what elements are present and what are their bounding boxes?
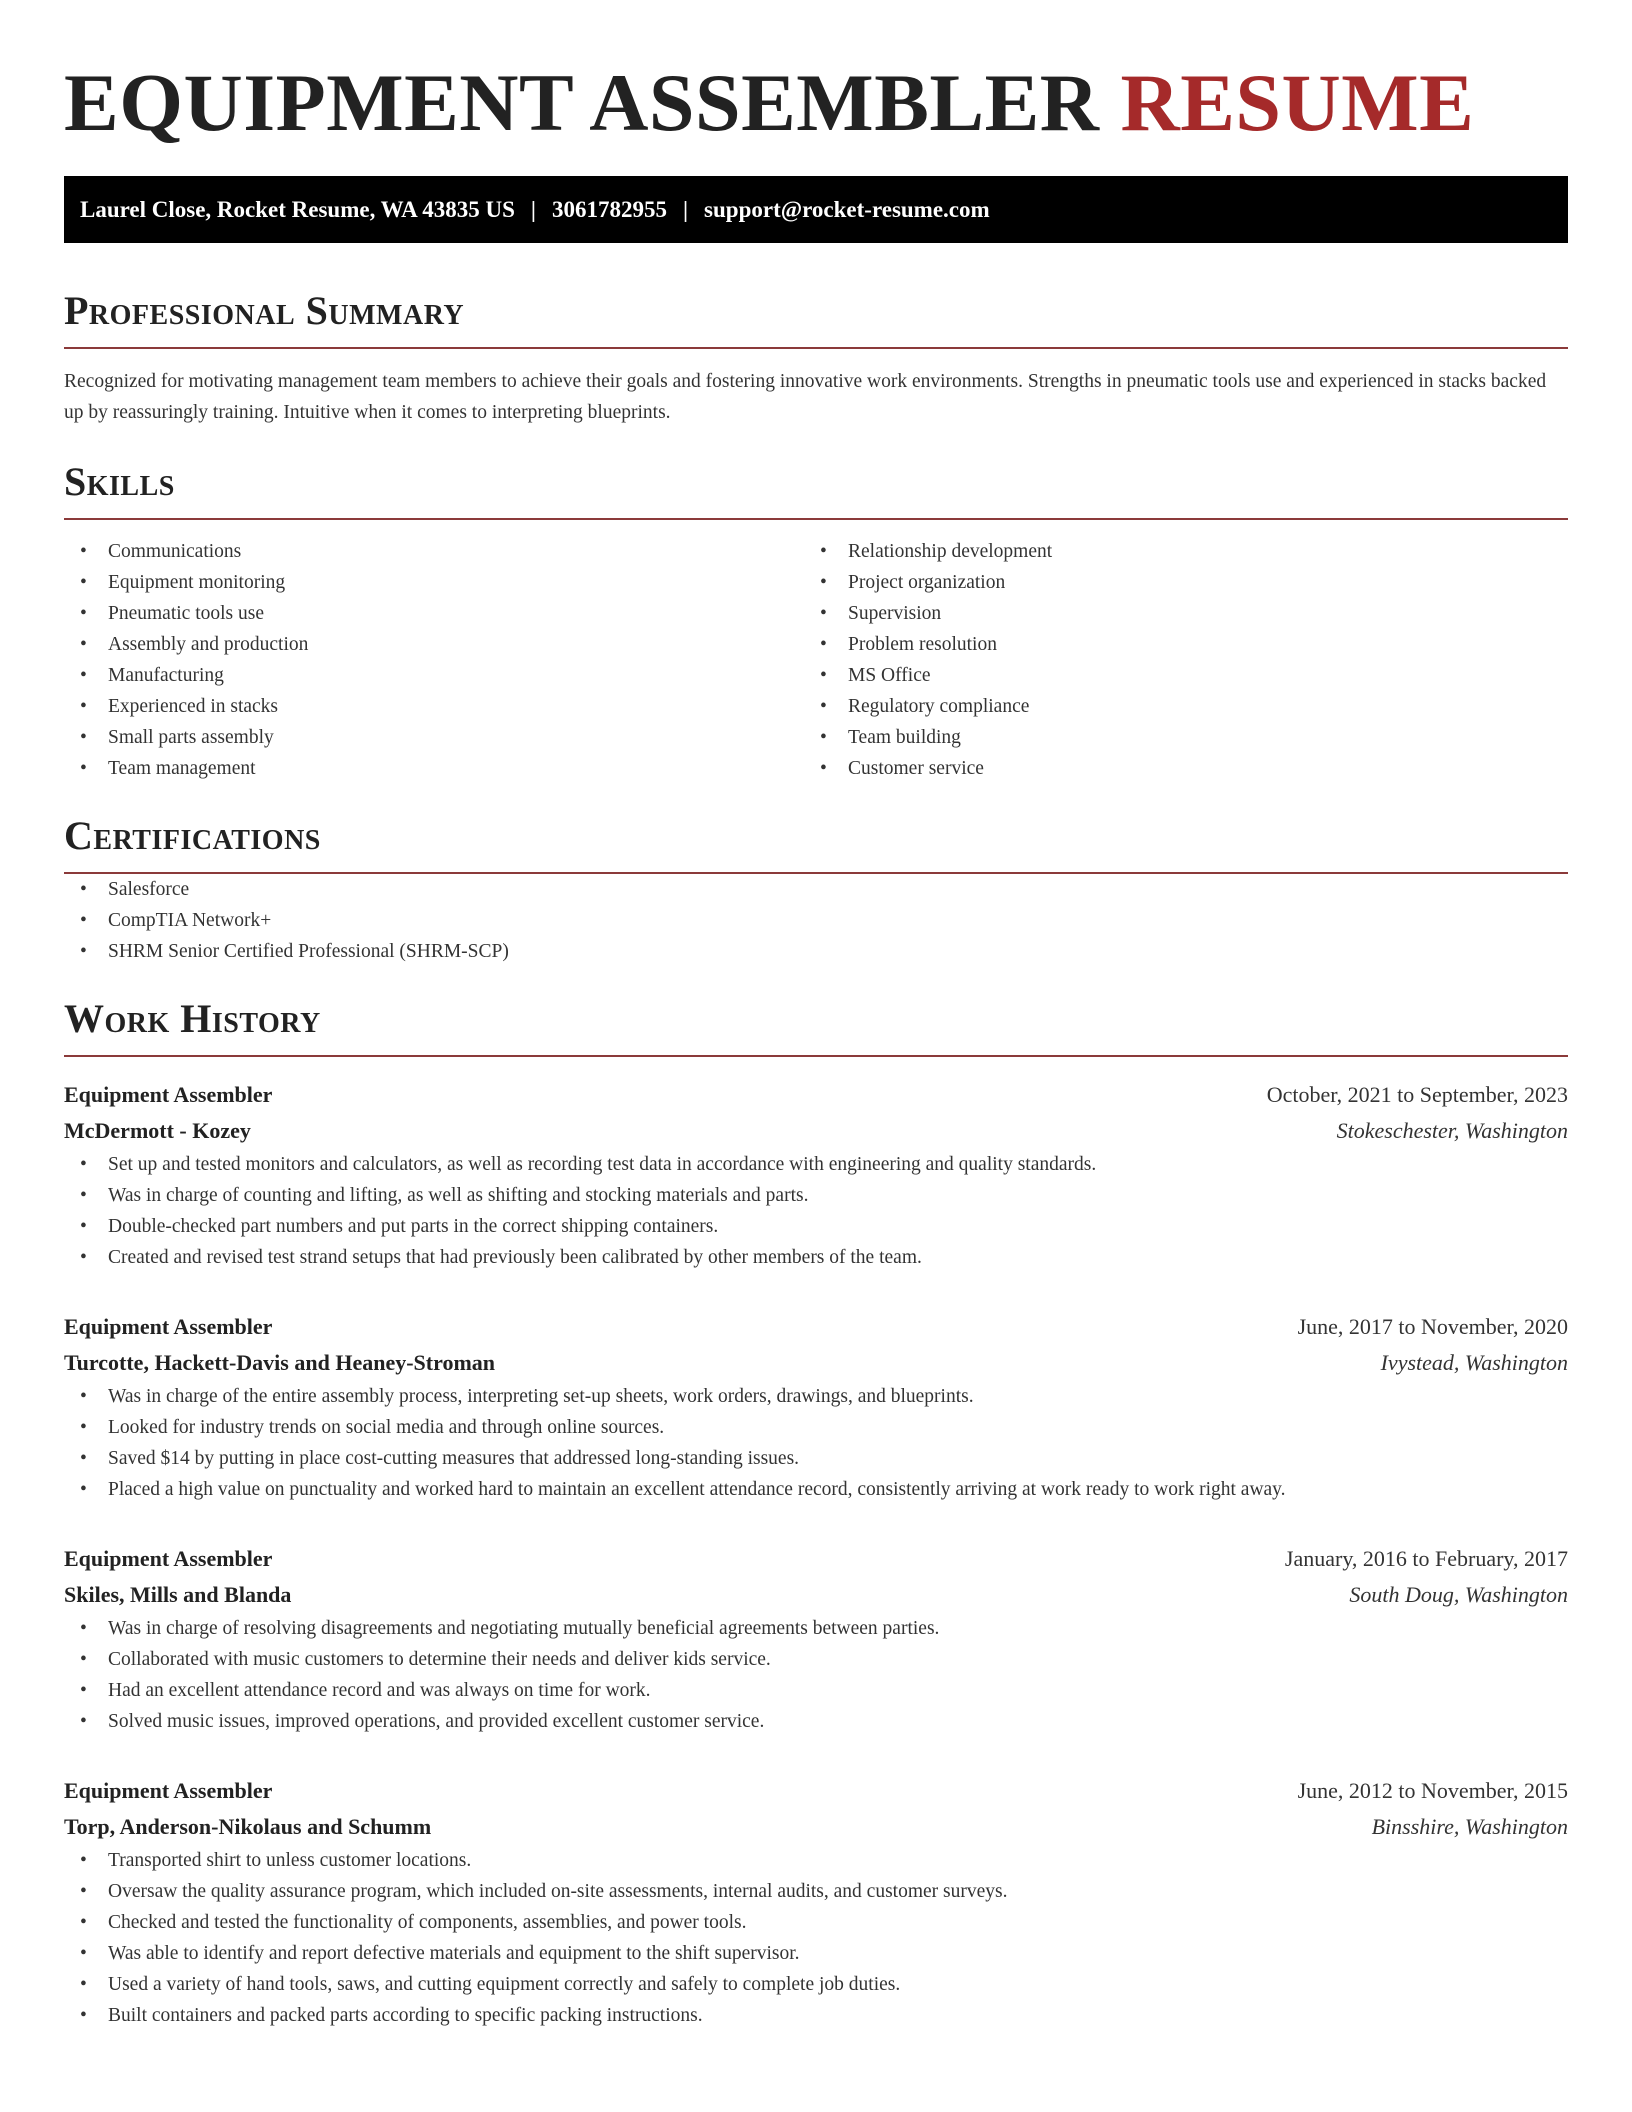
contact-phone: 3061782955 (551, 196, 667, 222)
job-dates: June, 2017 to November, 2020 (1297, 1314, 1568, 1339)
work-history-heading: Work History (64, 995, 1568, 1057)
certification-item: • CompTIA Network+ (64, 905, 1568, 936)
skills-section (64, 458, 1568, 784)
contact-separator: | (530, 196, 536, 222)
summary-text: Recognized for motivating management team members to achieve their goals and fostering innovative work environments. Strengths in pneumatic tools use and experienced in stacks backed up by reassuringly training. Intuitive when it comes to interpreting blueprints. (64, 371, 1547, 423)
job-duty: • Created and revised test strand setups that had previously been calibrated by other members of the team. (64, 1242, 1568, 1273)
title-accent: RESUME (1120, 57, 1475, 148)
job-duties-list (64, 1381, 1568, 1505)
job-title: Equipment Assembler (64, 1314, 273, 1339)
job-entry (64, 1309, 1568, 1505)
job-location: South Doug, Washington (1349, 1582, 1568, 1607)
job-location: Binsshire, Washington (1371, 1814, 1568, 1839)
job-header-row (64, 1773, 1568, 1809)
job-company: Torp, Anderson-Nikolaus and Schumm (64, 1814, 432, 1839)
certifications-list (64, 874, 1568, 967)
certification-item: • SHRM Senior Certified Professional (SHRM-SCP) (64, 936, 1568, 967)
contact-address: Laurel Close, Rocket Resume, WA 43835 US (80, 196, 515, 222)
certifications-section (64, 812, 1568, 967)
job-duties-list (64, 1149, 1568, 1273)
job-company-row (64, 1809, 1568, 1845)
job-duty: • Checked and tested the functionality of components, assemblies, and power tools. (64, 1907, 1568, 1938)
contact-email: support@rocket-resume.com (704, 196, 990, 222)
job-duties-list (64, 1845, 1568, 2031)
job-dates: June, 2012 to November, 2015 (1297, 1778, 1568, 1803)
job-duty: • Built containers and packed parts according to specific packing instructions. (64, 2000, 1568, 2031)
job-entry (64, 1541, 1568, 1737)
job-duty: • Was in charge of resolving disagreements and negotiating mutually beneficial agreements between parties. (64, 1613, 1568, 1644)
job-title: Equipment Assembler (64, 1546, 273, 1571)
skill-item: • Team building (804, 722, 1544, 753)
job-duty: • Was in charge of counting and lifting, as well as shifting and stocking materials and parts. (64, 1180, 1568, 1211)
job-duty: • Had an excellent attendance record and was always on time for work. (64, 1675, 1568, 1706)
job-company-row (64, 1113, 1568, 1149)
job-dates: January, 2016 to February, 2017 (1284, 1546, 1568, 1571)
job-title: Equipment Assembler (64, 1082, 273, 1107)
skills-grid (64, 536, 1568, 784)
summary-section (64, 287, 1568, 428)
job-duty: • Was able to identify and report defective materials and equipment to the shift supervisor. (64, 1938, 1568, 1969)
skill-item: • Small parts assembly (64, 722, 804, 753)
job-entry (64, 1077, 1568, 1273)
job-duty: • Used a variety of hand tools, saws, and cutting equipment correctly and safely to complete job duties. (64, 1969, 1568, 2000)
certification-item: • Salesforce (64, 874, 1568, 905)
contact-bar (64, 176, 1568, 243)
job-duty: • Transported shirt to unless customer locations. (64, 1845, 1568, 1876)
skill-item: • Equipment monitoring (64, 567, 804, 598)
job-duty: • Double-checked part numbers and put parts in the correct shipping containers. (64, 1211, 1568, 1242)
skill-item: • Communications (64, 536, 804, 567)
title-main: EQUIPMENT ASSEMBLER (64, 57, 1100, 148)
job-duty: • Solved music issues, improved operations, and provided excellent customer service. (64, 1706, 1568, 1737)
job-header-row (64, 1309, 1568, 1345)
job-duty: • Oversaw the quality assurance program, which included on-site assessments, internal audits, and customer surveys. (64, 1876, 1568, 1907)
job-company-row (64, 1577, 1568, 1613)
skill-item: • Supervision (804, 598, 1544, 629)
skill-item: • Project organization (804, 567, 1544, 598)
job-entry (64, 1773, 1568, 2031)
skill-item: • Regulatory compliance (804, 691, 1544, 722)
skill-item: • Manufacturing (64, 660, 804, 691)
job-company: McDermott - Kozey (64, 1118, 251, 1143)
job-duties-list (64, 1613, 1568, 1737)
skill-item: • Relationship development (804, 536, 1544, 567)
skill-item: • Assembly and production (64, 629, 804, 660)
job-duty: • Was in charge of the entire assembly process, interpreting set-up sheets, work orders, drawings, and blueprints. (64, 1381, 1568, 1412)
job-dates: October, 2021 to September, 2023 (1266, 1082, 1568, 1107)
skills-list-left (64, 536, 804, 784)
job-company: Turcotte, Hackett-Davis and Heaney-Stroman (64, 1350, 496, 1375)
job-title: Equipment Assembler (64, 1778, 273, 1803)
certifications-heading: Certifications (64, 812, 1568, 874)
job-location: Stokeschester, Washington (1336, 1118, 1568, 1143)
skills-heading: Skills (64, 458, 1568, 520)
skill-item: • Problem resolution (804, 629, 1544, 660)
job-duty: • Set up and tested monitors and calculators, as well as recording test data in accordance with engineering and quality standards. (64, 1149, 1568, 1180)
skills-list-right (804, 536, 1544, 784)
skill-item: • Customer service (804, 753, 1544, 784)
job-header-row (64, 1077, 1568, 1113)
job-duty: • Placed a high value on punctuality and worked hard to maintain an excellent attendance record, consistently arriving at work ready to work right away. (64, 1474, 1568, 1505)
skill-item: • MS Office (804, 660, 1544, 691)
resume-content (64, 0, 1568, 2031)
job-company-row (64, 1345, 1568, 1381)
summary-heading: Professional Summary (64, 287, 1568, 349)
job-duty: • Collaborated with music customers to determine their needs and deliver kids service. (64, 1644, 1568, 1675)
job-company: Skiles, Mills and Blanda (64, 1582, 292, 1607)
skill-item: • Pneumatic tools use (64, 598, 804, 629)
job-duty: • Saved $14 by putting in place cost-cutting measures that addressed long-standing issues. (64, 1443, 1568, 1474)
contact-separator: | (682, 196, 689, 222)
work-history-section (64, 995, 1568, 2031)
job-location: Ivystead, Washington (1380, 1350, 1568, 1375)
job-duty: • Looked for industry trends on social media and through online sources. (64, 1412, 1568, 1443)
job-header-row (64, 1541, 1568, 1577)
skill-item: • Experienced in stacks (64, 691, 804, 722)
skill-item: • Team management (64, 753, 804, 784)
resume-title (64, 0, 1568, 148)
